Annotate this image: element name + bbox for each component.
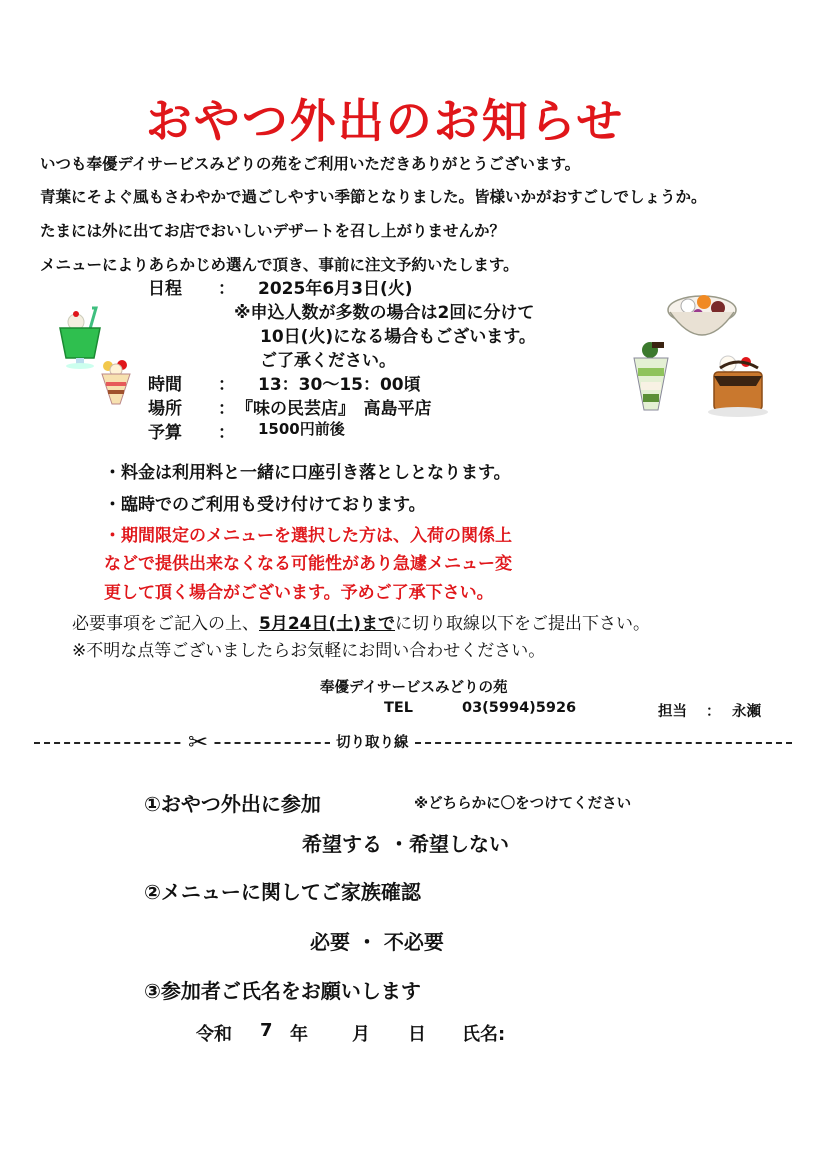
note-temporary: ・臨時でのご利用も受け付けております。 xyxy=(104,495,426,515)
year-label: 年 xyxy=(290,1024,308,1045)
budget-value: 1500円前後 xyxy=(258,420,345,438)
era-label: 令和 xyxy=(196,1024,232,1045)
question-2: ②メニューに関してご家族確認 xyxy=(144,880,421,904)
facility-name: 奉優デイサービスみどりの苑 xyxy=(320,680,508,696)
place-value: 『味の民芸店』 高島平店 xyxy=(236,399,432,419)
staff-label: 担当 xyxy=(658,704,687,720)
note-limited-2: などで提供出来なくなる可能性があり急遽メニュー変 xyxy=(104,554,512,574)
note-fee: ・料金は利用料と一緒に口座引き落としとなります。 xyxy=(104,463,511,483)
time-value: 13：30～15：00頃 xyxy=(258,375,421,395)
day-label: 日 xyxy=(408,1024,426,1045)
note-limited-1: ・期間限定のメニューを選択した方は、入荷の関係上 xyxy=(104,526,512,546)
anmitsu-bowl-illustration xyxy=(666,288,738,350)
intro-line-1: いつも奉優デイサービスみどりの苑をご利用いただきありがとうございます。 xyxy=(40,155,581,173)
budget-colon: ： xyxy=(218,423,235,443)
cut-line-label: 切り取り線 xyxy=(330,731,415,752)
parfait-illustration xyxy=(96,358,136,410)
tel-label: TEL xyxy=(384,700,414,716)
date-colon: ： xyxy=(218,279,235,299)
submission-deadline: 5月24日(土)まで xyxy=(259,614,396,634)
place-colon: ： xyxy=(218,399,235,419)
time-colon: ： xyxy=(218,375,235,395)
date-note-3: ご了承ください。 xyxy=(260,351,396,371)
time-label: 時間 xyxy=(148,375,182,395)
page-title: おやつ外出のお知らせ xyxy=(145,94,625,148)
matcha-parfait-illustration xyxy=(630,340,672,418)
tel-value: 03(5994)5926 xyxy=(462,700,577,716)
question-1-options[interactable]: 希望する ・希望しない xyxy=(302,832,509,856)
question-2-options[interactable]: 必要 ・ 不必要 xyxy=(310,930,444,954)
date-note-2: 10日(火)になる場合もございます。 xyxy=(260,327,536,347)
question-1: ①おやつ外出に参加 xyxy=(144,792,321,816)
name-label: 氏名: xyxy=(462,1024,506,1045)
place-label: 場所 xyxy=(148,399,182,419)
year-number: 7 xyxy=(260,1020,273,1041)
submission-prefix: 必要事項をご記入の上、 xyxy=(72,614,259,634)
budget-label: 予算 xyxy=(148,423,182,443)
intro-line-2: 青葉にそよぐ風もさわやかで過ごしやすい季節となりました。皆様いかがおすごしでしょうか。 xyxy=(40,188,707,206)
scissors-icon: ✂ xyxy=(184,728,212,756)
staff-separator: ： xyxy=(706,704,721,720)
date-label: 日程 xyxy=(148,279,182,299)
question-1-note: ※どちらかに〇をつけてください xyxy=(414,796,632,812)
intro-line-4: メニューによりあらかじめ選んで頂き、事前に注文予約いたします。 xyxy=(40,256,519,274)
staff-name: 永瀬 xyxy=(732,704,761,720)
honey-toast-illustration xyxy=(706,352,772,418)
date-value: 2025年6月3日(火) xyxy=(258,279,413,299)
intro-line-3: たまには外に出てお店でおいしいデザートを召し上がりませんか？ xyxy=(40,222,506,240)
date-note-1: ※申込人数が多数の場合は2回に分けて xyxy=(234,303,535,323)
inquiry-note: ※不明な点等ございましたらお気軽にお問い合わせください。 xyxy=(72,641,546,661)
month-label: 月 xyxy=(352,1024,370,1045)
submission-suffix: に切り取線以下をご提出下さい。 xyxy=(395,614,651,634)
submission-line xyxy=(72,609,650,634)
question-3: ③参加者ご氏名をお願いします xyxy=(144,979,421,1003)
note-limited-3: 更して頂く場合がございます。予めご了承下さい。 xyxy=(104,583,494,603)
